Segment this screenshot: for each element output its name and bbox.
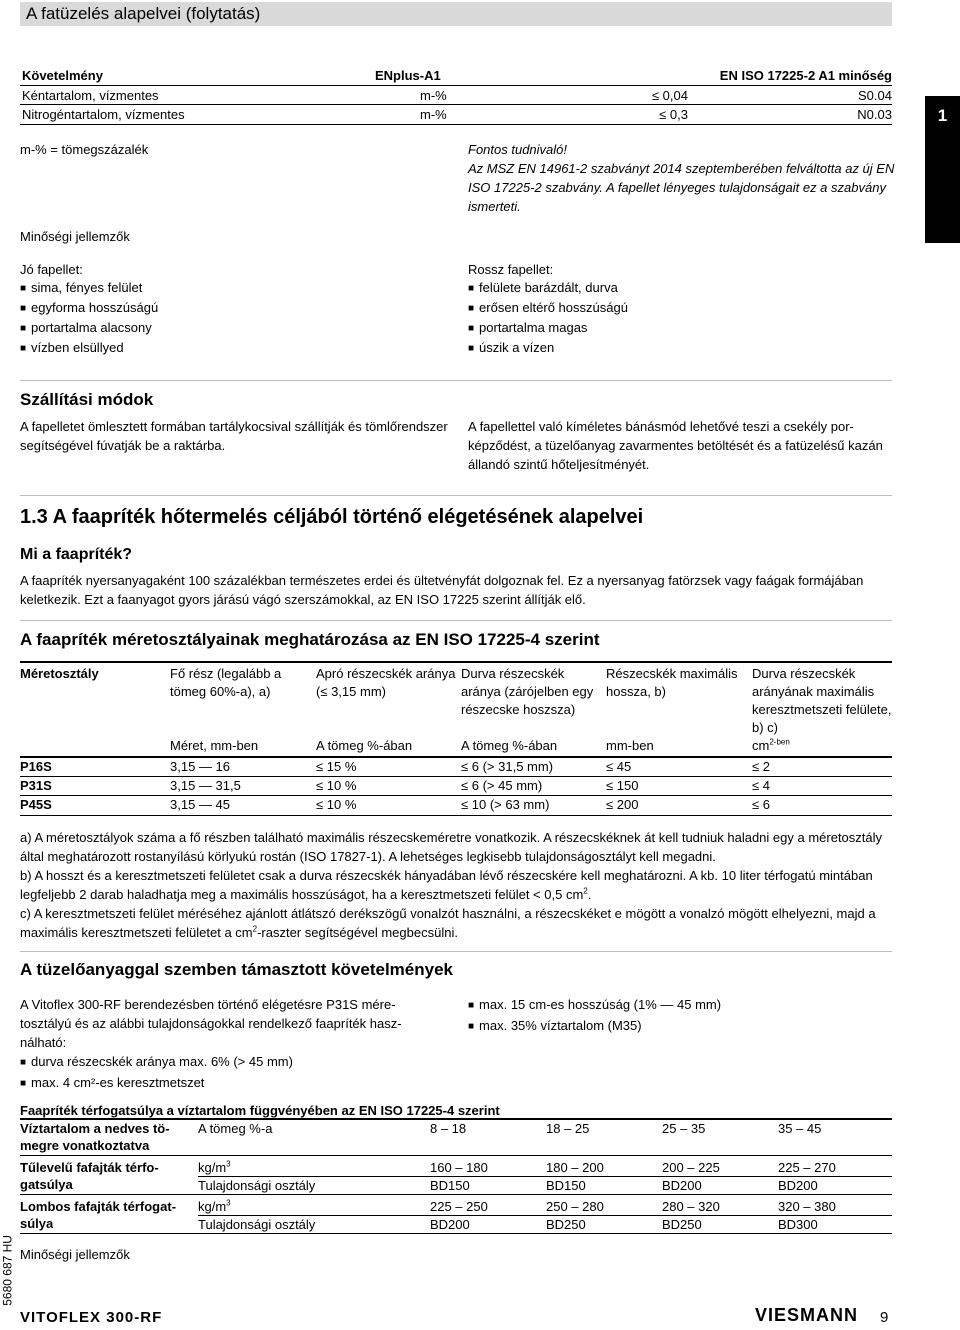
cell: BD200 [778,1178,818,1193]
what-is-text: A faapríték nyersanyagaként 100 százalékban természetes erdei és ültetvényfát dolgoznak fel. Ez a nyersanyag fatörzsek vagy faágak formájában keletkezik. Ezt a faanyagot gyors járású vágó szerszámokkal, az EN ISO 17225 szerint állítják elő. [20,573,864,607]
cell: 3,15 — 16 [170,759,230,774]
unit-cell: A tömeg %-a [198,1121,273,1136]
requirements-row [20,86,892,105]
cell: P16S [20,759,52,774]
unit-sup: 3 [226,1159,231,1169]
cell: ≤ 6 (> 31,5 mm) [461,759,554,774]
footnote-b-end: . [587,887,592,902]
footnote-a: a) A méretosztályok száma a fő részben található maximális részecskeméretre vonatkozik. A részecskéknek át kell tudniuk haladni egy a méretosztály által meghatározott rostanyílású körlyukú rostán (ISO 17827-1). A lehetséges legkisebb tulajdonságosztályt kell megadni. [20,830,883,864]
woodchip-title: 1.3 A faapríték hőtermelés céljából történő elégetésének alapelvei [20,506,644,528]
list-item: ■ max. 35% víztartalom (M35) [468,1016,721,1037]
cell: BD300 [778,1217,818,1232]
important-note-text: Az MSZ EN 14961-2 szabványt 2014 szeptemberében felváltotta az új EN ISO 17225-2 szabvány. A fapellet lényeges tulajdonságait ez a szabvány ismerteti. [468,161,895,214]
cell: P31S [20,778,52,794]
rule [20,380,892,381]
footnote-c-end: -raszter segítségével megbecsülni. [257,925,458,940]
cell: ≤ 150 [606,778,639,794]
footnotes [20,828,895,942]
table-units-row [20,737,892,757]
unit-text: kg/m [198,1199,227,1214]
page-header: A fatüzelés alapelvei (folytatás) [20,2,892,26]
list-item: ■ erősen eltérő hosszúságú [468,299,628,319]
important-note [468,140,898,216]
cell: BD250 [662,1217,702,1232]
bad-pellet-title: Rossz fapellet: [468,262,554,277]
row-label: Lombos fafajták térfogatsúlya [20,1195,198,1234]
cell: 250 – 280 [546,1199,604,1214]
quality-title: Minőségi jellemzők [20,229,130,244]
list-item: ■ egyforma hosszúságú [20,299,158,319]
rule [20,495,892,496]
what-is-title: Mi a faapríték? [20,546,133,563]
footnote-c-text: c) A keresztmetszeti felület méréséhez ajánlott átlátszó derékszögű vonalzót használni, a részecskéket e mögött a vonalzó mögött elhelyezni, majd a maximális keresztmetszeti felületet a cm [20,906,876,940]
unit-cell [198,1195,430,1216]
unit-cell: A tömeg %-ában [316,738,413,754]
unit-cell [198,1156,430,1177]
unit-text: cm [752,738,770,754]
cell: 35 – 45 [778,1121,822,1136]
good-pellet-list [20,261,158,359]
req-label: Kéntartalom, vízmentes [22,88,159,103]
table-header-row [20,665,892,737]
cell: P45S [20,797,52,813]
cell: BD150 [546,1178,586,1193]
unit-cell: A tömeg %-ában [461,738,558,754]
unit-cell [20,737,170,757]
requirements-header-row [20,66,892,85]
col-header: Részecskék maximális hossza, b) [606,666,738,699]
col-header: Apró részecskék aránya (≤ 3,15 mm) [316,666,456,699]
list-item: ■ max. 4 cm²-es keresztmetszet [20,1073,440,1094]
cell: 280 – 320 [662,1199,720,1214]
fuel-requirements-right [468,995,721,1037]
page-number: 9 [880,1309,889,1326]
list-item: ■ max. 15 cm-es hosszúság (1% — 45 mm) [468,995,721,1016]
req-label: Nitrogéntartalom, vízmentes [22,107,185,122]
row-label: Tűlevelű fafajták térfogatsúlya [20,1156,198,1195]
unit-sup: 3 [226,1198,231,1208]
cell: 25 – 35 [662,1121,706,1136]
cell: ≤ 15 % [316,759,357,774]
table-row [20,777,892,796]
cell: ≤ 10 % [316,778,357,794]
req-class: S0.04 [858,88,892,103]
viessmann-logo: VIESMANN [755,1305,859,1325]
size-classes-table [20,665,892,816]
cell: 3,15 — 45 [170,797,230,813]
unit-cell [752,737,892,757]
cell: BD150 [430,1178,470,1193]
cell: 225 – 270 [778,1160,836,1175]
table-row [20,1156,892,1177]
cell: 225 – 250 [430,1199,488,1214]
fuel-requirements-intro: A Vitoflex 300-RF berendezésben történő elégetésre P31S méretosztályú és az alábbi tulajdonságokkal rendelkező faapríték használható: [20,997,402,1050]
unit-note: m-% = tömegszázalék [20,142,149,157]
unit-cell: Méret, mm-ben [170,738,259,754]
footnote-c-sup: 2 [252,924,258,934]
section-tab: 1 [925,96,960,243]
col-header: Durva részecskék aránya (zárójelben egy részecske hoszsza) [461,666,594,717]
footnote-b [20,866,895,904]
footnote-b-sup: 2 [583,886,588,896]
cell: BD200 [662,1178,702,1193]
cell: 18 – 25 [546,1121,590,1136]
footer-brand: VITOFLEX 300-RF [20,1309,163,1326]
important-note-title: Fontos tudnivaló! [468,142,568,157]
unit-sup: 2-ben [769,738,790,748]
requirements-row [20,105,892,124]
list-item: ■ sima, fényes felület [20,279,158,299]
fuel-requirements-list [20,1052,440,1094]
table-header-row [20,1120,892,1156]
cell: ≤ 6 [752,797,770,813]
list-item: ■ portartalma alacsony [20,319,158,339]
rule [20,124,892,125]
list-item: ■ vízben elsüllyed [20,339,158,359]
doc-code: 5680 687 HU [0,1235,15,1306]
delivery-title: Szállítási módok [20,390,154,409]
cell: 320 – 380 [778,1199,836,1214]
footnote-c [20,904,895,942]
list-item: ■ felülete barázdált, durva [468,279,628,299]
delivery-right-text: A fapellettel való kíméletes bánásmód lehetővé teszi a csekély porképződést, a tüzelőanyag zavarmentes betöltését és a fatüzelésű kazán állandó szintű hőteljesítményét. [468,419,883,472]
bulk-density-title: Faapríték térfogatsúlya a víztartalom függvényében az EN ISO 17225-4 szerint [20,1103,500,1118]
cell: 180 – 200 [546,1160,604,1175]
fuel-requirements-title: A tüzelőanyaggal szemben támasztott követelmények [20,960,454,979]
list-item: ■ portartalma magas [468,319,628,339]
unit-cell: mm-ben [606,738,654,754]
table-row [20,757,892,777]
rule [20,620,892,621]
cell: BD250 [546,1217,586,1232]
cell: ≤ 6 (> 45 mm) [461,778,543,794]
col-header: Méretosztály [20,666,99,681]
unit-text: kg/m [198,1160,227,1175]
bulk-density-table [20,1120,892,1234]
cell: ≤ 10 (> 63 mm) [461,797,550,813]
cell: ≤ 2 [752,759,770,774]
req-class: N0.03 [857,107,892,122]
rule [20,951,892,952]
cell: ≤ 200 [606,797,639,813]
bad-pellet-list [468,261,628,359]
col-header-iso: EN ISO 17225-2 A1 minőség [719,68,892,83]
col-header: Fő rész (legalább a tömeg 60%-a), a) [170,666,282,699]
cell: BD200 [430,1217,470,1232]
cell: ≤ 4 [752,778,770,794]
req-unit: m-% [420,107,447,122]
req-unit: m-% [420,88,447,103]
col-header: Durva részecskék arányának maximális keresztmetszeti felülete, b) c) [752,666,892,735]
unit-cell: Tulajdonsági osztály [198,1217,316,1232]
good-pellet-title: Jó fapellet: [20,262,83,277]
table-row [20,796,892,815]
list-item: ■ durva részecskék aránya max. 6% (> 45 mm) [20,1052,440,1073]
col-header-requirement: Követelmény [22,68,103,83]
req-value: ≤ 0,3 [659,107,688,122]
cell: 160 – 180 [430,1160,488,1175]
bulk-quality-title: Minőségi jellemzők [20,1247,130,1262]
cell: 200 – 225 [662,1160,720,1175]
cell: 3,15 — 31,5 [170,778,241,794]
cell: ≤ 45 [606,759,632,774]
size-classes-title: A faapríték méretosztályainak meghatározása az EN ISO 17225-4 szerint [20,630,600,649]
fuel-requirements-left [20,995,440,1094]
req-value: ≤ 0,04 [651,88,688,103]
col-header-enplus: ENplus-A1 [375,68,441,83]
table-row [20,1195,892,1216]
unit-cell: Tulajdonsági osztály [198,1178,316,1193]
footnote-b-text: b) A hosszt és a keresztmetszeti felületet csak a durva részecskék hányadában lévő részecskére kell meghatározni. A kb. 10 liter térfogatú mintában legfeljebb 2 darab haladhatja meg a maximális hosszúságot, ha a keresztmetszeti felület < 0,5 cm [20,868,873,902]
cell: ≤ 10 % [316,797,357,813]
delivery-left-text: A fapelletet ömlesztett formában tartálykocsival szállítják és tömlőrendszer segítségével fúvatják be a raktárba. [20,419,448,453]
row-label: Víztartalom a nedves tömegre vonatkoztatva [20,1121,170,1153]
rule [20,661,892,663]
cell: 8 – 18 [430,1121,467,1136]
list-item: ■ úszik a vízen [468,339,628,359]
